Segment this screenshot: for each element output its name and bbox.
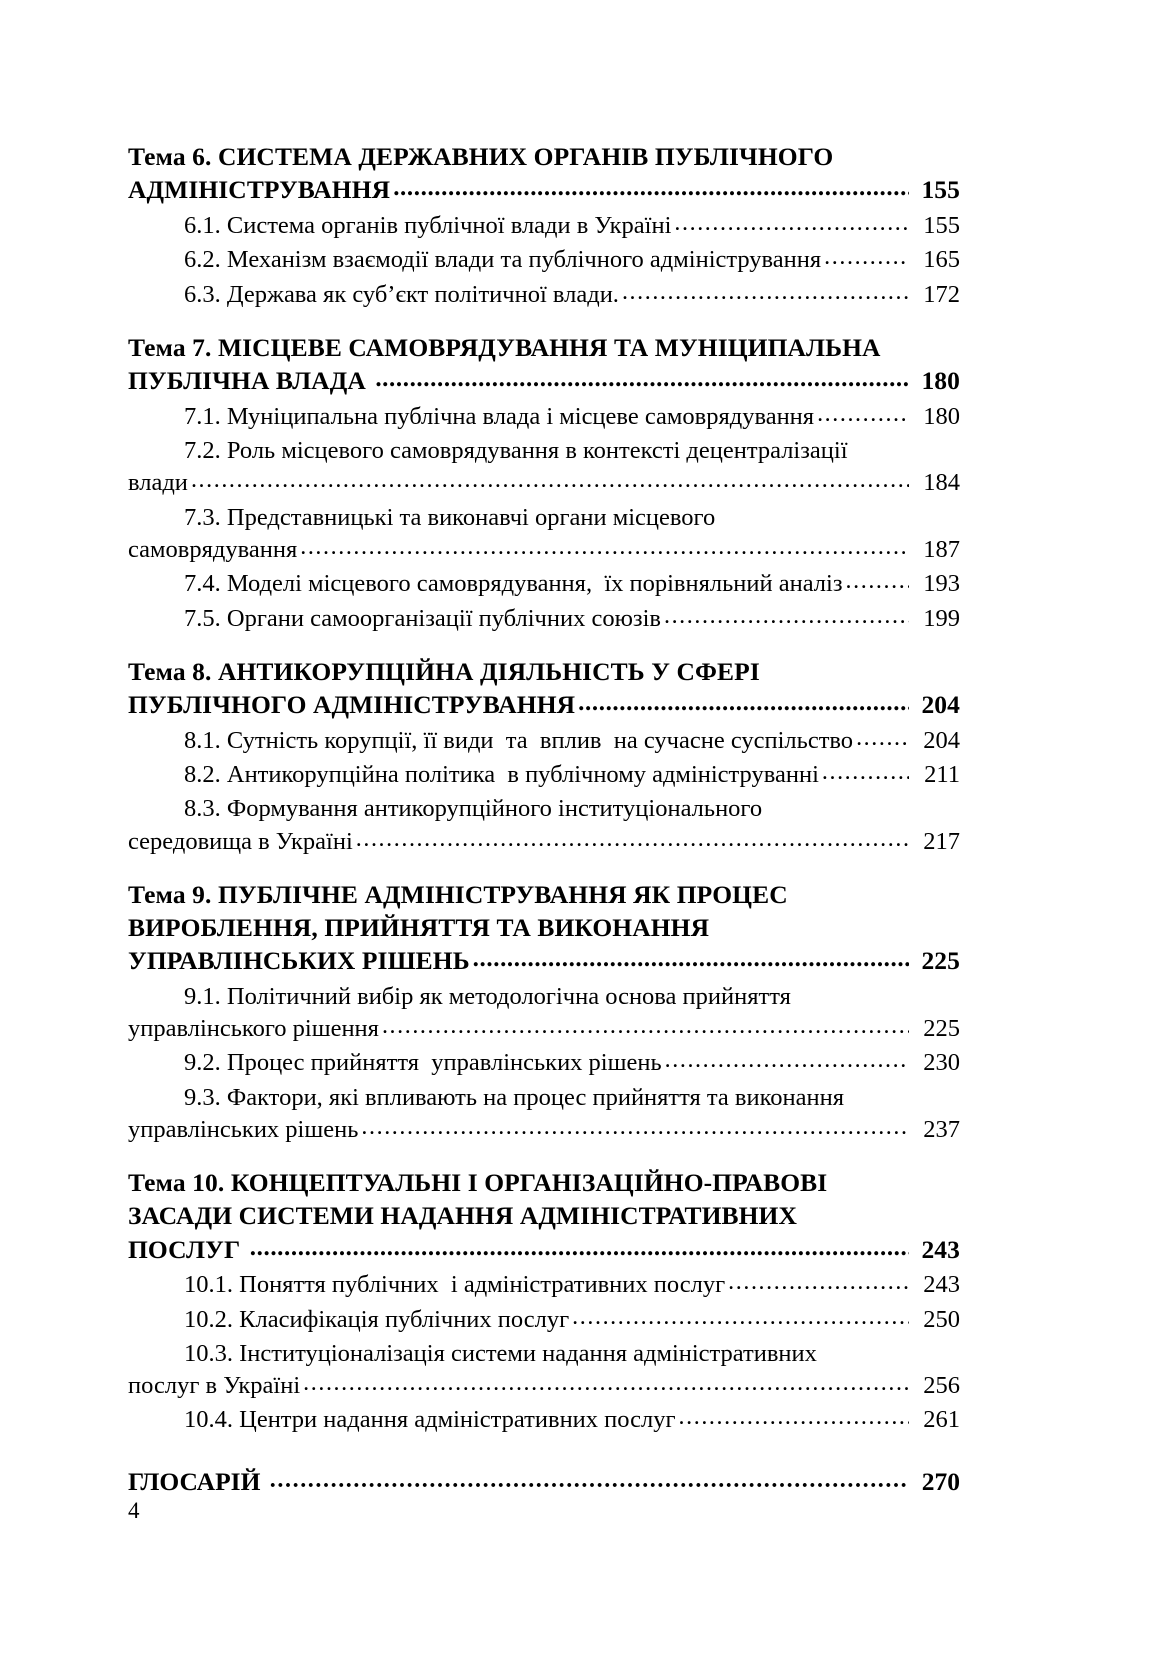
toc-subentry-row[interactable]: [184, 725, 960, 757]
toc-group-heading[interactable]: [128, 1166, 960, 1267]
toc-glossary-row[interactable]: [128, 1467, 960, 1497]
toc-entry-page: 250: [923, 1305, 960, 1333]
toc-entry-page: 270: [921, 1466, 960, 1496]
toc-group-heading-row[interactable]: [128, 1233, 960, 1268]
toc-subentry[interactable]: [128, 568, 960, 600]
toc-subentry-line: [128, 1013, 960, 1045]
toc-subentry[interactable]: [128, 210, 960, 242]
toc-subentry-text: 9.1. Політичний вибір як методологічна основа прийняття: [184, 982, 791, 1010]
toc-entry-page: 211: [924, 761, 960, 789]
leader-dots: [824, 241, 909, 273]
leader-dots: [270, 1464, 909, 1494]
toc-subentry-row[interactable]: [128, 1370, 960, 1402]
toc-group-heading-text: ПОСЛУГ: [128, 1234, 247, 1264]
toc-entry-page: 204: [921, 690, 960, 720]
toc-subentry-text: самоврядування: [128, 535, 298, 563]
toc-subentry-row[interactable]: [128, 467, 960, 499]
toc-subentry-line: [128, 1114, 960, 1146]
toc-subentry-text: 7.3. Представницькі та виконавчі органи місцевого: [184, 503, 716, 531]
leader-dots: [250, 1230, 909, 1265]
toc-subentry-row[interactable]: [128, 1114, 960, 1146]
toc-subentry-line: [128, 210, 960, 242]
toc-entry-page: 243: [921, 1234, 960, 1264]
toc-group-heading-line: Тема 6. СИСТЕМА ДЕРЖАВНИХ ОРГАНІВ ПУБЛІЧНОГО: [128, 142, 834, 171]
page-number: 4: [128, 1498, 140, 1523]
toc-subentry-row[interactable]: [184, 568, 960, 600]
toc-subentry-text: 7.1. Муніципальна публічна влада і місцеве самоврядування: [184, 402, 815, 430]
toc-subentry-line: [128, 279, 960, 311]
toc-group-heading-line: ВИРОБЛЕННЯ, ПРИЙНЯТТЯ ТА ВИКОНАННЯ: [128, 913, 710, 943]
toc-entry-page: 155: [923, 211, 960, 239]
toc-entry-page: 155: [921, 175, 960, 205]
toc-group-heading[interactable]: [128, 331, 960, 399]
toc-group-heading-row[interactable]: [128, 944, 960, 979]
leader-dots: [578, 685, 909, 720]
toc-subentry-text: 7.5. Органи самоорганізації публічних союзів: [184, 604, 661, 632]
toc-group: [128, 1166, 960, 1437]
leader-dots: [361, 1111, 909, 1143]
leader-dots: [622, 276, 909, 308]
toc-entry-page: 217: [923, 827, 960, 855]
toc-subentry-row[interactable]: [128, 534, 960, 566]
toc-subentry-row[interactable]: [184, 401, 960, 433]
leader-dots: [665, 1044, 909, 1076]
toc-group-heading-line: Тема 9. ПУБЛІЧНЕ АДМІНІСТРУВАННЯ ЯК ПРОЦЕС: [128, 880, 788, 910]
toc-subentry[interactable]: [128, 1304, 960, 1336]
toc-subentry-row[interactable]: [184, 244, 960, 276]
toc-subentry[interactable]: [128, 1082, 960, 1147]
toc-entry-page: 199: [923, 604, 960, 632]
toc-group-heading-line: ЗАСАДИ СИСТЕМИ НАДАННЯ АДМІНІСТРАТИВНИХ: [128, 1201, 798, 1231]
toc-subentry-text: влади: [128, 469, 188, 497]
leader-dots: [674, 207, 909, 239]
toc-entry-page: 261: [923, 1406, 960, 1434]
leader-dots: [473, 941, 909, 976]
toc-entry-page: 237: [923, 1115, 960, 1143]
toc-subentry-line: [128, 759, 960, 791]
toc-glossary-entry[interactable]: [128, 1467, 960, 1497]
leader-dots: [382, 1010, 909, 1042]
toc-group-heading[interactable]: [128, 140, 960, 208]
toc-subentry-text: послуг в Україні: [128, 1372, 301, 1400]
toc-subentry-text: управлінських рішень: [128, 1115, 359, 1143]
toc-group-heading-text: АДМІНІСТРУВАННЯ: [128, 175, 391, 205]
toc-subentry-text: управлінського рішення: [128, 1014, 379, 1042]
leader-dots: [846, 565, 909, 597]
toc-group-heading-line: Тема 10. КОНЦЕПТУАЛЬНІ І ОРГАНІЗАЦІЙНО-ПРАВОВІ: [128, 1168, 828, 1198]
toc-subentry-row[interactable]: [184, 603, 960, 635]
toc-subentry[interactable]: [128, 603, 960, 635]
leader-dots: [300, 531, 909, 563]
toc-group-heading-text: ПУБЛІЧНА ВЛАДА: [128, 366, 373, 396]
leader-dots: [822, 756, 909, 788]
toc-subentry-line: [128, 1082, 960, 1114]
leader-dots: [375, 361, 909, 396]
toc-subentry[interactable]: [128, 502, 960, 567]
toc-subentry-row[interactable]: [184, 279, 960, 311]
toc-entry-page: 184: [923, 469, 960, 497]
toc-entry-page: 204: [923, 726, 960, 754]
toc-subentry-row[interactable]: [184, 1304, 960, 1336]
leader-dots: [728, 1266, 909, 1298]
toc-subentry[interactable]: [128, 435, 960, 500]
toc-entry-page: 172: [923, 280, 960, 308]
toc-subentry-text: 10.4. Центри надання адміністративних послуг: [184, 1406, 676, 1434]
leader-dots: [572, 1301, 909, 1333]
toc-entry-page: 187: [923, 535, 960, 563]
toc-subentry-text: 9.2. Процес прийняття управлінських рішень: [184, 1049, 662, 1077]
leader-dots: [356, 823, 909, 855]
toc-subentry-row[interactable]: [128, 1013, 960, 1045]
toc-subentry[interactable]: [128, 1047, 960, 1079]
toc-subentry-text: 6.3. Держава як суб’єкт політичної влади.: [184, 280, 619, 308]
toc-subentry-line: [128, 534, 960, 566]
leader-dots: [303, 1367, 909, 1399]
toc-subentry-text: 10.2. Класифікація публічних послуг: [184, 1305, 570, 1333]
toc-subentry-text: середовища в Україні: [128, 827, 353, 855]
leader-dots: [856, 722, 909, 754]
toc-subentry-text: 8.1. Сутність корупції, її види та вплив на сучасне суспільство: [184, 726, 854, 754]
toc-subentry-line: [128, 1269, 960, 1301]
toc-subentry-row[interactable]: [184, 210, 960, 242]
toc-entry-page: 165: [923, 246, 960, 274]
toc-subentry-line: [128, 793, 960, 825]
toc-subentry[interactable]: [128, 244, 960, 276]
toc-subentry-line: [128, 502, 960, 534]
toc-entry-page: 225: [923, 1014, 960, 1042]
toc-entry-page: 180: [921, 366, 960, 396]
toc-group-heading[interactable]: [128, 878, 960, 979]
toc-subentry-text: 10.3. Інституціоналізація системи надання адміністративних: [184, 1339, 817, 1367]
leader-dots: [817, 398, 909, 430]
toc-entry-page: 193: [923, 570, 960, 598]
toc-group: [128, 140, 960, 311]
toc-group-heading-text: УПРАВЛІНСЬКИХ РІШЕНЬ: [128, 946, 470, 976]
toc-group-heading-line: Тема 8. АНТИКОРУПЦІЙНА ДІЯЛЬНІСТЬ У СФЕРІ: [128, 656, 760, 686]
toc-subentry-line: [128, 1404, 960, 1436]
toc-subentry-line: [128, 568, 960, 600]
toc-subentry[interactable]: [128, 1338, 960, 1403]
toc-subentry-text: 8.3. Формування антикорупційного інституціонального: [184, 795, 763, 823]
toc-subentry[interactable]: [128, 981, 960, 1046]
toc-subentry[interactable]: [128, 725, 960, 757]
toc-group-heading-line: Тема 7. МІСЦЕВЕ САМОВРЯДУВАННЯ ТА МУНІЦИПАЛЬНА: [128, 332, 881, 362]
toc-subentry-text: 6.1. Система органів публічної влади в Україні: [184, 211, 672, 239]
leader-dots: [679, 1401, 909, 1433]
toc-subentry-line: [128, 435, 960, 467]
toc-subentry-line: [128, 826, 960, 858]
toc-group-heading-text: ПУБЛІЧНОГО АДМІНІСТРУВАННЯ: [128, 690, 576, 720]
toc-subentry[interactable]: [128, 401, 960, 433]
toc-subentry-line: [128, 401, 960, 433]
toc-subentry-line: [128, 244, 960, 276]
toc-subentry-row[interactable]: [184, 1047, 960, 1079]
toc-group-heading-row[interactable]: [128, 173, 960, 208]
leader-dots: [664, 600, 909, 632]
toc-group-heading[interactable]: [128, 655, 960, 723]
toc-entry-page: 243: [923, 1271, 960, 1299]
toc-subentry-row[interactable]: [184, 1404, 960, 1436]
toc-subentry-text: 7.2. Роль місцевого самоврядування в контексті децентралізації: [184, 437, 848, 465]
toc-subentry-row[interactable]: [184, 759, 960, 791]
toc-entry-page: 256: [923, 1372, 960, 1400]
toc-glossary-text: ГЛОСАРІЙ: [128, 1466, 267, 1496]
toc-group: [128, 878, 960, 1146]
toc-subentry-text: 10.1. Поняття публічних і адміністративних послуг: [184, 1271, 726, 1299]
toc-subentry-line: [128, 1370, 960, 1402]
leader-dots: [393, 170, 909, 205]
toc-group-heading-row[interactable]: [128, 688, 960, 723]
toc-subentry-line: [128, 1047, 960, 1079]
toc-subentry-line: [128, 981, 960, 1013]
toc-entry-page: 230: [923, 1049, 960, 1077]
toc-entry-page: 225: [921, 946, 960, 976]
toc-subentry[interactable]: [128, 1269, 960, 1301]
toc-subentry-text: 6.2. Механізм взаємодії влади та публічного адміністрування: [184, 246, 822, 274]
toc-subentry-line: [128, 467, 960, 499]
toc-subentry-text: 7.4. Моделі місцевого самоврядування, їх порівняльний аналіз: [184, 570, 843, 598]
toc-subentry[interactable]: [128, 793, 960, 858]
toc-entry-page: 180: [923, 402, 960, 430]
table-of-contents: [128, 140, 960, 1497]
toc-subentry-line: [128, 1304, 960, 1336]
toc-group: [128, 655, 960, 858]
toc-group: [128, 331, 960, 635]
leader-dots: [191, 464, 909, 496]
toc-subentry-line: [128, 725, 960, 757]
toc-subentry[interactable]: [128, 279, 960, 311]
toc-subentry-text: 9.3. Фактори, які впливають на процес прийняття та виконання: [184, 1083, 844, 1111]
toc-subentry-line: [128, 1338, 960, 1370]
toc-subentry[interactable]: [128, 759, 960, 791]
toc-subentry-row[interactable]: [184, 1269, 960, 1301]
toc-subentry[interactable]: [128, 1404, 960, 1436]
toc-subentry-text: 8.2. Антикорупційна політика в публічному адмініструванні: [184, 761, 819, 789]
toc-subentry-row[interactable]: [128, 826, 960, 858]
toc-group-heading-row[interactable]: [128, 364, 960, 399]
toc-subentry-line: [128, 603, 960, 635]
